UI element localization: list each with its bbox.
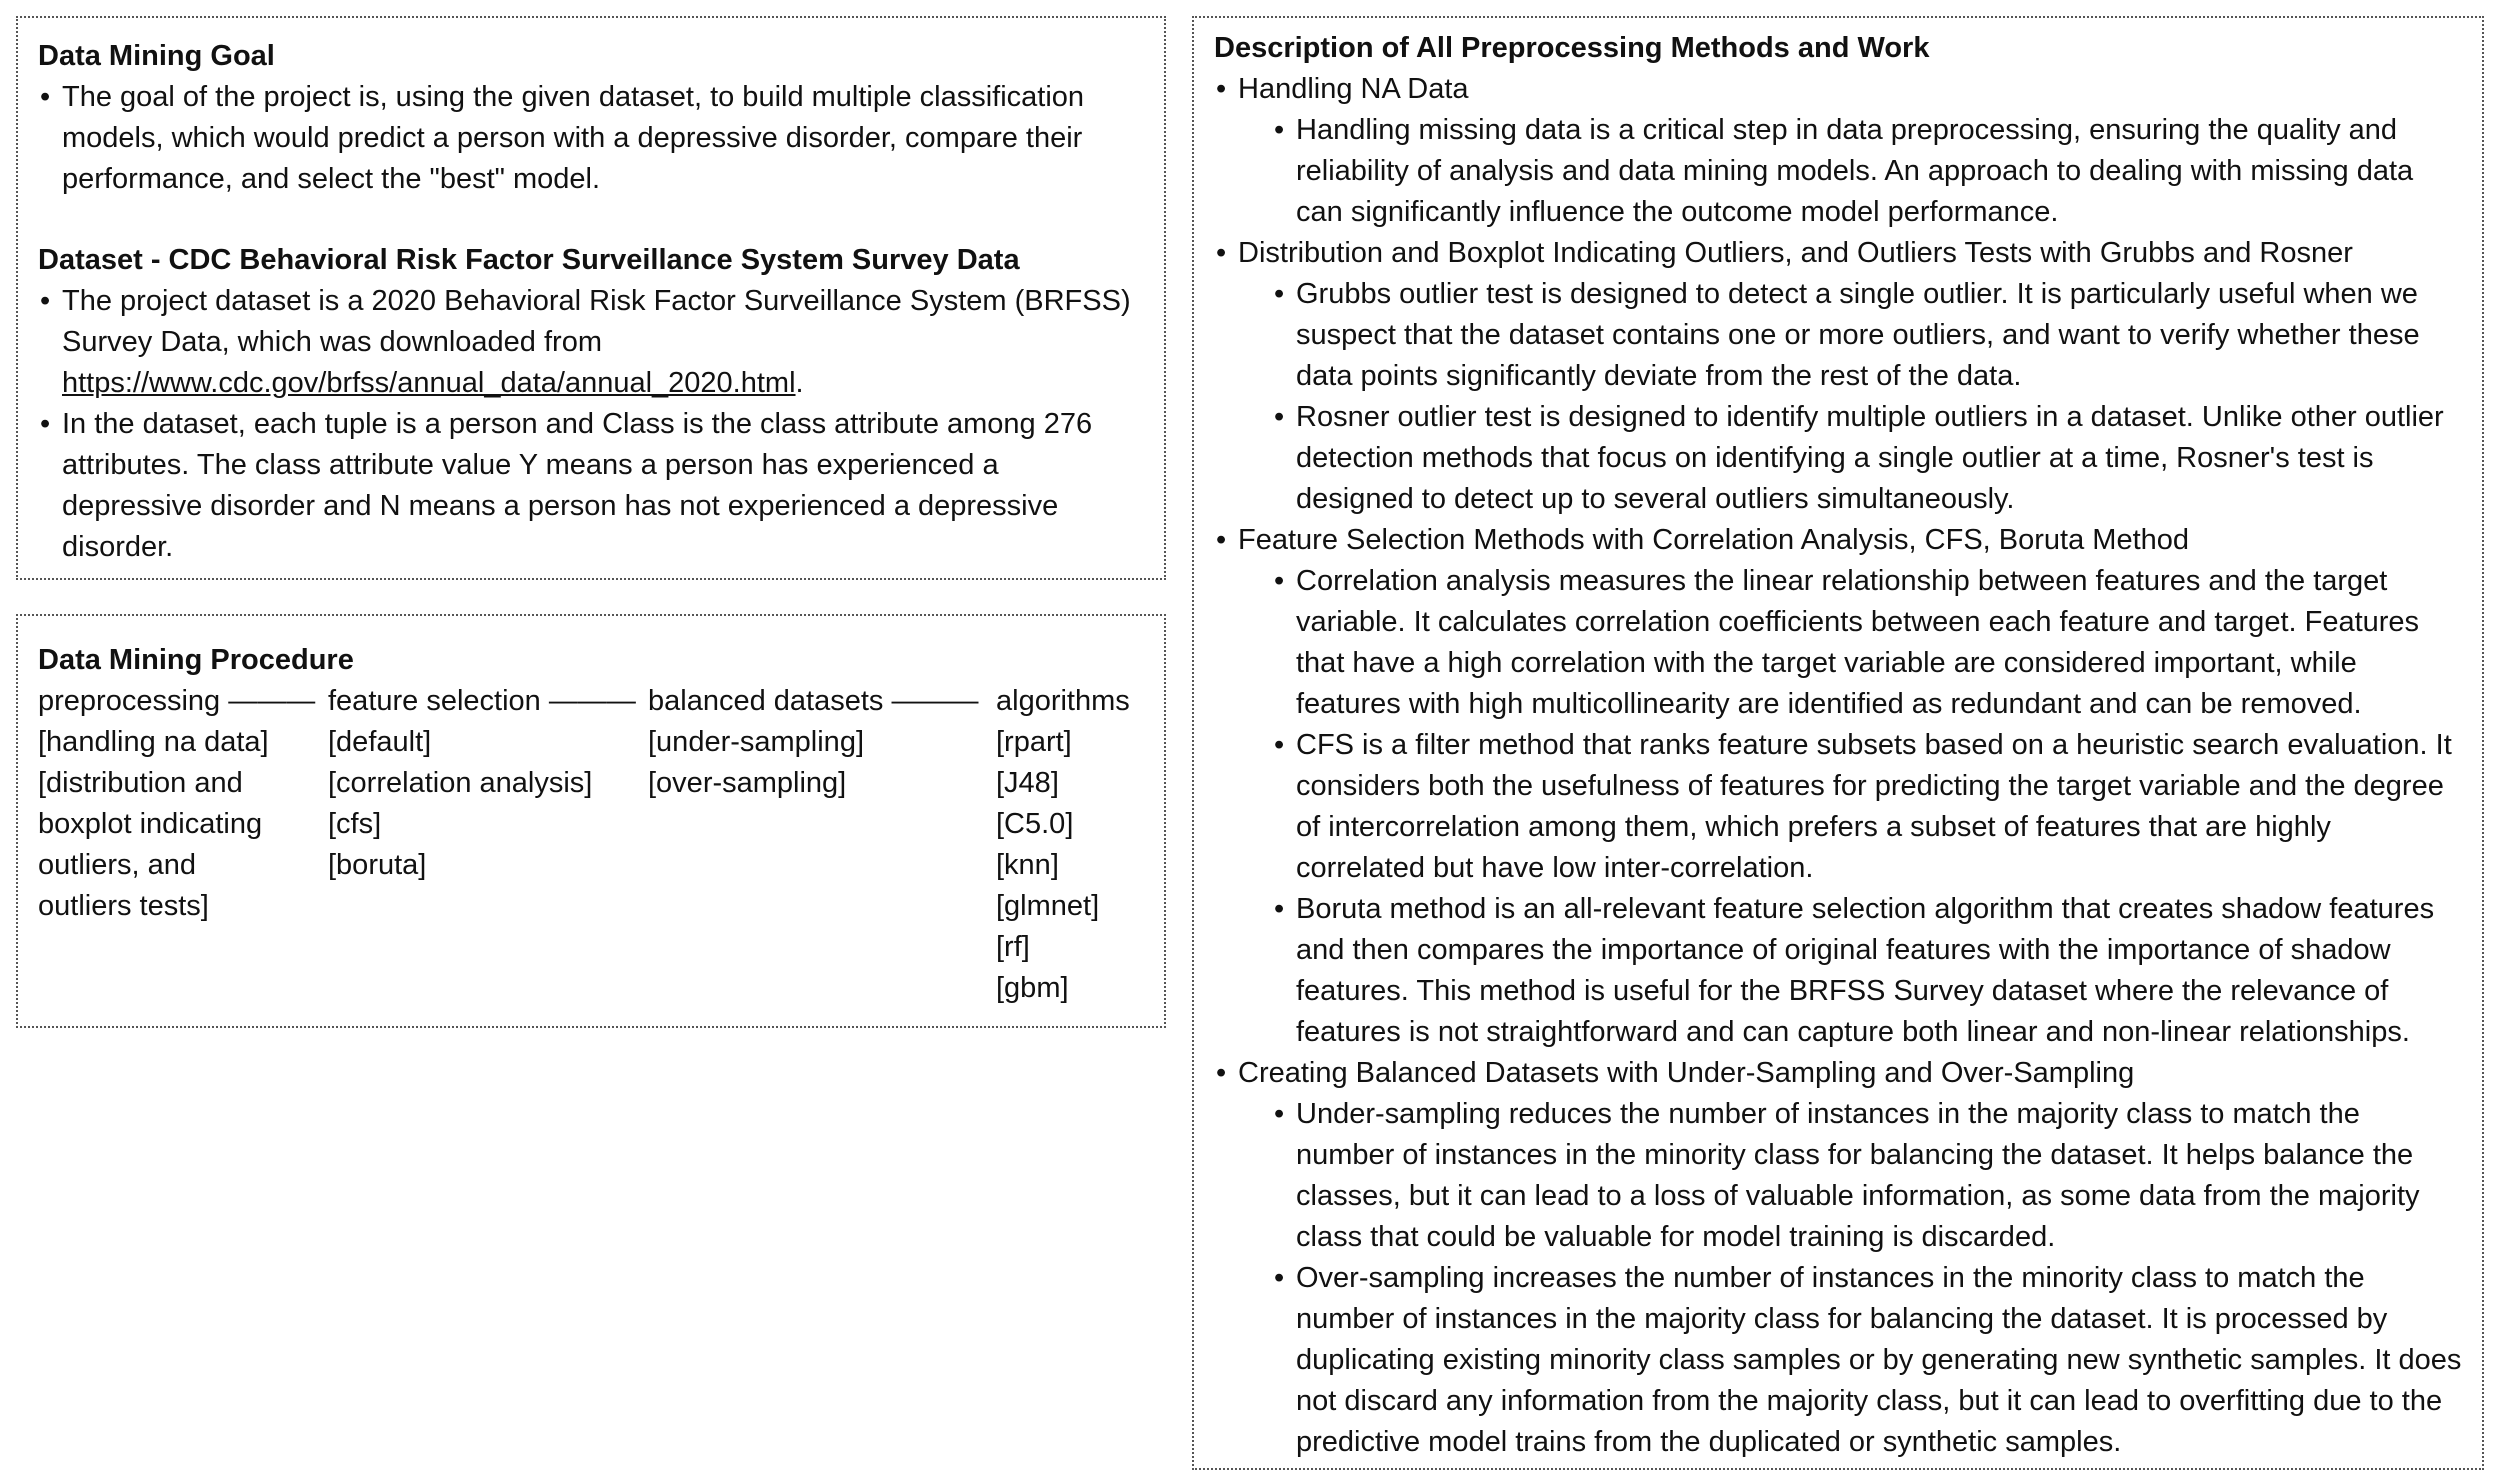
section-heading: Handling NA Data — [1238, 73, 1469, 105]
procedure-item: [glmnet] — [996, 890, 1100, 922]
section-heading: Creating Balanced Datasets with Under-Sampling and Over-Sampling — [1238, 1057, 2135, 1089]
procedure-heading: Data Mining Procedure — [38, 644, 354, 676]
section-handling-na — [1214, 69, 2462, 110]
dataset-heading: Dataset - CDC Behavioral Risk Factor Surveillance System Survey Data — [38, 244, 1020, 276]
procedure-col-algorithms — [996, 681, 1130, 1009]
procedure-item: [under-sampling] — [648, 726, 864, 758]
description-sublist — [1214, 274, 2462, 520]
goal-dataset-panel — [16, 16, 1166, 580]
procedure-step: algorithms — [996, 685, 1130, 717]
description-sublist — [1214, 110, 2462, 233]
section-feature-selection — [1214, 520, 2462, 561]
procedure-item: [default] — [328, 726, 432, 758]
detail-item: • Boruta method is an all-relevant feature selection algorithm that creates shadow features and then compares the importance of original features with the importance of shadow features. This method is useful for the BRFSS Survey dataset where the relevance of features is not straightforward and can capture both linear and non-linear relationships. — [1214, 889, 2462, 1053]
procedure-item: [gbm] — [996, 972, 1069, 1004]
procedure-step: preprocessing ——— — [38, 685, 316, 717]
dataset-source-text: The project dataset is a 2020 Behavioral Risk Factor Surveillance System (BRFSS) Survey Data, which was downloaded from — [62, 285, 1131, 358]
description-list — [1214, 520, 2462, 561]
description-list — [1214, 1053, 2462, 1094]
dataset-bullet-source — [38, 281, 1144, 404]
procedure-item: [rf] — [996, 931, 1030, 963]
procedure-panel — [16, 614, 1166, 1028]
procedure-item: [distribution and — [38, 767, 243, 799]
procedure-item: [correlation analysis] — [328, 767, 593, 799]
goal-bullet: • The goal of the project is, using the given dataset, to build multiple classification models, which would predict a person with a depressive disorder, compare their performance, and select the "best" model. — [38, 77, 1144, 200]
procedure-col-balanced — [648, 681, 978, 804]
dataset-bullet-class: • In the dataset, each tuple is a person and Class is the class attribute among 276 attributes. The class attribute value Y means a person has experienced a depressive disorder and N means a person has not experienced a depressive disorder. — [38, 404, 1144, 568]
procedure-item: [C5.0] — [996, 808, 1074, 840]
procedure-step: balanced datasets ——— — [648, 685, 979, 717]
description-list — [1214, 69, 2462, 110]
procedure-item: [boruta] — [328, 849, 427, 881]
detail-item: • Under-sampling reduces the number of instances in the majority class to match the number of instances in the minority class for balancing the dataset. It helps balance the classes, but it can lead to a loss of valuable information, as some data from the majority class that could be valuable for model training is discarded. — [1214, 1094, 2462, 1258]
procedure-col-preprocessing — [38, 681, 315, 927]
procedure-item: [J48] — [996, 767, 1059, 799]
goal-list — [38, 77, 1144, 200]
procedure-item: boxplot indicating — [38, 808, 263, 840]
dataset-source-link[interactable]: https://www.cdc.gov/brfss/annual_data/annual_2020.html — [62, 367, 796, 399]
description-list — [1214, 233, 2462, 274]
section-balanced — [1214, 1053, 2462, 1094]
detail-item: • Correlation analysis measures the linear relationship between features and the target variable. It calculates correlation coefficients between each feature and target. Features that have a high correlation with the target variable are considered important, while features with high multicollinearity are identified as redundant and can be removed. — [1214, 561, 2462, 725]
detail-item: • Grubbs outlier test is designed to detect a single outlier. It is particularly useful when we suspect that the dataset contains one or more outliers, and want to verify whether these data points significantly deviate from the rest of the data. — [1214, 274, 2462, 397]
description-sublist — [1214, 1094, 2462, 1463]
goal-heading: Data Mining Goal — [38, 40, 275, 72]
procedure-item: outliers, and — [38, 849, 196, 881]
detail-item: • Over-sampling increases the number of instances in the minority class to match the number of instances in the majority class for balancing the dataset. It is processed by duplicating existing minority class samples or by generating new synthetic samples. It does not discard any information from the majority class, but it can lead to overfitting due to the predictive model trains from the duplicated or synthetic samples. — [1214, 1258, 2462, 1463]
procedure-col-feature-selection — [328, 681, 636, 886]
dataset-list — [38, 281, 1144, 568]
section-heading: Distribution and Boxplot Indicating Outliers, and Outliers Tests with Grubbs and Rosner — [1238, 237, 2353, 269]
section-outliers — [1214, 233, 2462, 274]
spacer — [38, 200, 1144, 240]
description-heading: Description of All Preprocessing Methods and Work — [1214, 32, 1930, 64]
section-heading: Feature Selection Methods with Correlation Analysis, CFS, Boruta Method — [1238, 524, 2190, 556]
procedure-item: [cfs] — [328, 808, 382, 840]
procedure-item: outliers tests] — [38, 890, 209, 922]
procedure-item: [handling na data] — [38, 726, 269, 758]
detail-item: • Rosner outlier test is designed to identify multiple outliers in a dataset. Unlike other outlier detection methods that focus on identifying a single outlier at a time, Rosner's test is designed to detect up to several outliers simultaneously. — [1214, 397, 2462, 520]
procedure-item: [rpart] — [996, 726, 1072, 758]
procedure-item: [over-sampling] — [648, 767, 847, 799]
detail-item: • CFS is a filter method that ranks feature subsets based on a heuristic search evaluation. It considers both the usefulness of features for predicting the target variable and the degree of intercorrelation among them, which prefers a subset of features that are highly correlated but have low inter-correlation. — [1214, 725, 2462, 889]
procedure-step: feature selection ——— — [328, 685, 636, 717]
description-sublist — [1214, 561, 2462, 1053]
detail-item: • Handling missing data is a critical step in data preprocessing, ensuring the quality and reliability of analysis and data mining models. An approach to dealing with missing data can significantly influence the outcome model performance. — [1214, 110, 2462, 233]
description-panel — [1192, 16, 2484, 1470]
procedure-item: [knn] — [996, 849, 1059, 881]
dataset-source-period: . — [795, 367, 804, 399]
